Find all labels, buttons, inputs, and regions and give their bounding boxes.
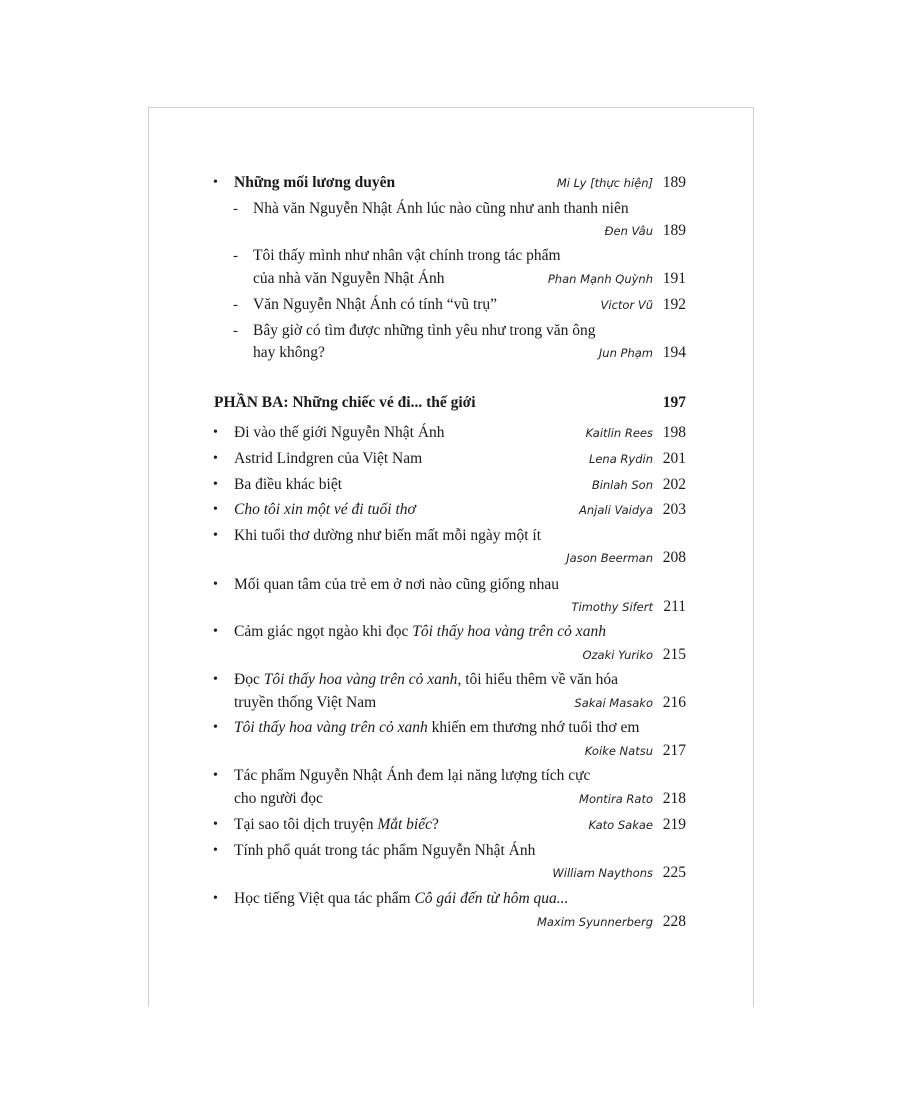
entry-author: Ozaki Yuriko [582, 648, 653, 662]
entry-title: Ba điều khác biệt [234, 476, 343, 493]
entry-author: Binlah Son [591, 478, 653, 492]
entry-title [234, 620, 606, 644]
entry-page: 216 [662, 694, 686, 711]
bullet: • [213, 672, 218, 687]
section-page: 197 [662, 394, 686, 411]
entry-page: 211 [663, 598, 686, 615]
entry-title-text-end: khiến em thương nhớ tuổi thơ em [427, 719, 640, 736]
bullet: • [213, 477, 218, 492]
entry-page: 201 [662, 450, 686, 467]
bullet: • [213, 843, 218, 858]
subentry-page: 192 [662, 296, 686, 313]
subentry-author: Đen Vâu [604, 224, 653, 238]
toc-entry[interactable] [0, 498, 900, 522]
entry-page: 215 [662, 646, 686, 663]
subentry-title-cont: hay không? [253, 344, 325, 361]
bullet: • [213, 502, 218, 517]
toc-entry[interactable] [0, 524, 900, 548]
entry-title [234, 813, 439, 837]
toc-entry[interactable] [0, 839, 900, 863]
toc-entry-meta [0, 910, 900, 934]
dash: - [233, 248, 238, 264]
subentry-author: Phan Mạnh Quỳnh [547, 272, 653, 286]
toc-entry-meta [0, 861, 900, 885]
section-heading[interactable] [0, 391, 900, 415]
entry-title-text: Đọc [234, 671, 264, 688]
dash: - [233, 297, 238, 313]
toc-entry[interactable] [0, 447, 900, 471]
entry-title: Những mối lương duyên [234, 174, 396, 191]
toc-entry[interactable] [0, 716, 900, 740]
bullet: • [213, 891, 218, 906]
toc-entry[interactable] [0, 620, 900, 644]
bullet: • [213, 451, 218, 466]
entry-title: Astrid Lindgren của Việt Nam [234, 450, 423, 467]
entry-page: 225 [662, 864, 686, 881]
entry-author: William Naythons [552, 866, 653, 880]
toc-entry[interactable] [0, 171, 900, 195]
bullet: • [213, 768, 218, 783]
entry-title-book: Mắt biếc [377, 816, 433, 833]
toc-subentry[interactable] [0, 319, 900, 343]
toc-entry-meta [0, 643, 900, 667]
entry-author: Kato Sakae [588, 818, 653, 832]
entry-author: Maxim Syunnerberg [536, 915, 653, 929]
entry-page: 218 [662, 790, 686, 807]
subentry-title: Nhà văn Nguyễn Nhật Ánh lúc nào cũng như anh thanh niên [253, 200, 629, 217]
toc-subentry[interactable] [0, 293, 900, 317]
subentry-page: 189 [662, 222, 686, 239]
toc-entry-meta [0, 546, 900, 570]
entry-author: Anjali Vaidya [579, 503, 653, 517]
bullet: • [213, 624, 218, 639]
entry-author: Lena Rydin [588, 452, 653, 466]
toc-entry[interactable] [0, 421, 900, 445]
toc-entry[interactable] [0, 573, 900, 597]
entry-title: Tính phổ quát trong tác phẩm Nguyễn Nhật Ánh [234, 842, 536, 859]
toc-entry-line2 [0, 691, 900, 715]
entry-title [234, 668, 618, 692]
entry-title-book: Tôi thấy hoa vàng trên cỏ xanh [234, 719, 428, 736]
toc-entry[interactable] [0, 813, 900, 837]
subentry-title: Bây giờ có tìm được những tình yêu như trong văn ông [253, 322, 596, 339]
entry-page: 219 [662, 816, 686, 833]
toc-subentry-line2 [0, 267, 900, 291]
entry-title-book: Cô gái đến từ hôm qua... [414, 890, 569, 907]
dash: - [233, 323, 238, 339]
subentry-author: Victor Vũ [600, 298, 653, 312]
entry-page: 228 [662, 913, 686, 930]
bullet: • [213, 425, 218, 440]
bullet: • [213, 175, 218, 190]
entry-author: Kaitlin Rees [585, 426, 653, 440]
entry-author: Montira Rato [579, 792, 653, 806]
entry-title: Mối quan tâm của trẻ em ở nơi nào cũng giống nhau [234, 576, 560, 593]
entry-title-book: Tôi thấy hoa vàng trên cỏ xanh [412, 623, 606, 640]
toc-entry[interactable] [0, 473, 900, 497]
entry-author: Jason Beerman [566, 551, 653, 565]
entry-page: 217 [662, 742, 686, 759]
bullet: • [213, 577, 218, 592]
entry-author: Mi Ly [thực hiện] [556, 176, 653, 190]
entry-title [234, 887, 568, 911]
subentry-title: Tôi thấy mình như nhân vật chính trong tác phẩm [253, 247, 561, 264]
toc-entry-line2 [0, 787, 900, 811]
entry-author: Koike Natsu [584, 744, 653, 758]
bullet: • [213, 528, 218, 543]
entry-title: Đi vào thế giới Nguyễn Nhật Ánh [234, 424, 445, 441]
entry-title-text: Học tiếng Việt qua tác phẩm [234, 890, 415, 907]
entry-page: 198 [662, 424, 686, 441]
entry-title-text: Tại sao tôi dịch truyện [234, 816, 378, 833]
toc-entry-meta [0, 739, 900, 763]
entry-page: 202 [662, 476, 686, 493]
subentry-page: 194 [662, 344, 686, 361]
subentry-title-cont: của nhà văn Nguyễn Nhật Ánh [253, 270, 445, 287]
entry-title: Cho tôi xin một vé đi tuổi thơ [234, 501, 416, 518]
toc-entry[interactable] [0, 764, 900, 788]
entry-title-cont: cho người đọc [234, 790, 323, 807]
bullet: • [213, 817, 218, 832]
dash: - [233, 201, 238, 217]
entry-title-cont: truyền thống Việt Nam [234, 694, 377, 711]
subentry-author: Jun Phạm [598, 346, 653, 360]
toc-subentry-line2 [0, 341, 900, 365]
entry-title: Tác phẩm Nguyễn Nhật Ánh đem lại năng lượng tích cực [234, 767, 591, 784]
toc-entry-meta [0, 595, 900, 619]
entry-title-text: Cảm giác ngọt ngào khi đọc [234, 623, 413, 640]
entry-page: 189 [662, 174, 686, 191]
entry-title-book: Tôi thấy hoa vàng trên cỏ xanh [263, 671, 458, 688]
entry-title [234, 716, 639, 740]
toc-subentry-meta [0, 219, 900, 243]
subentry-page: 191 [662, 270, 686, 287]
subentry-title: Văn Nguyễn Nhật Ánh có tính “vũ trụ” [253, 296, 498, 313]
entry-title: Khi tuổi thơ dường như biến mất mỗi ngày một ít [234, 527, 542, 544]
toc-subentry[interactable] [0, 197, 900, 221]
toc-subentry[interactable] [0, 244, 900, 268]
toc-entry[interactable] [0, 887, 900, 911]
entry-author: Timothy Sifert [571, 600, 653, 614]
entry-page: 208 [662, 549, 686, 566]
toc-entry[interactable] [0, 668, 900, 692]
entry-title-text-end: , tôi hiểu thêm về văn hóa [457, 671, 618, 688]
entry-page: 203 [662, 501, 686, 518]
entry-title-text-end: ? [432, 816, 439, 833]
section-title: PHẦN BA: Những chiếc vé đi... thế giới [214, 394, 476, 411]
bullet: • [213, 720, 218, 735]
entry-author: Sakai Masako [574, 696, 653, 710]
